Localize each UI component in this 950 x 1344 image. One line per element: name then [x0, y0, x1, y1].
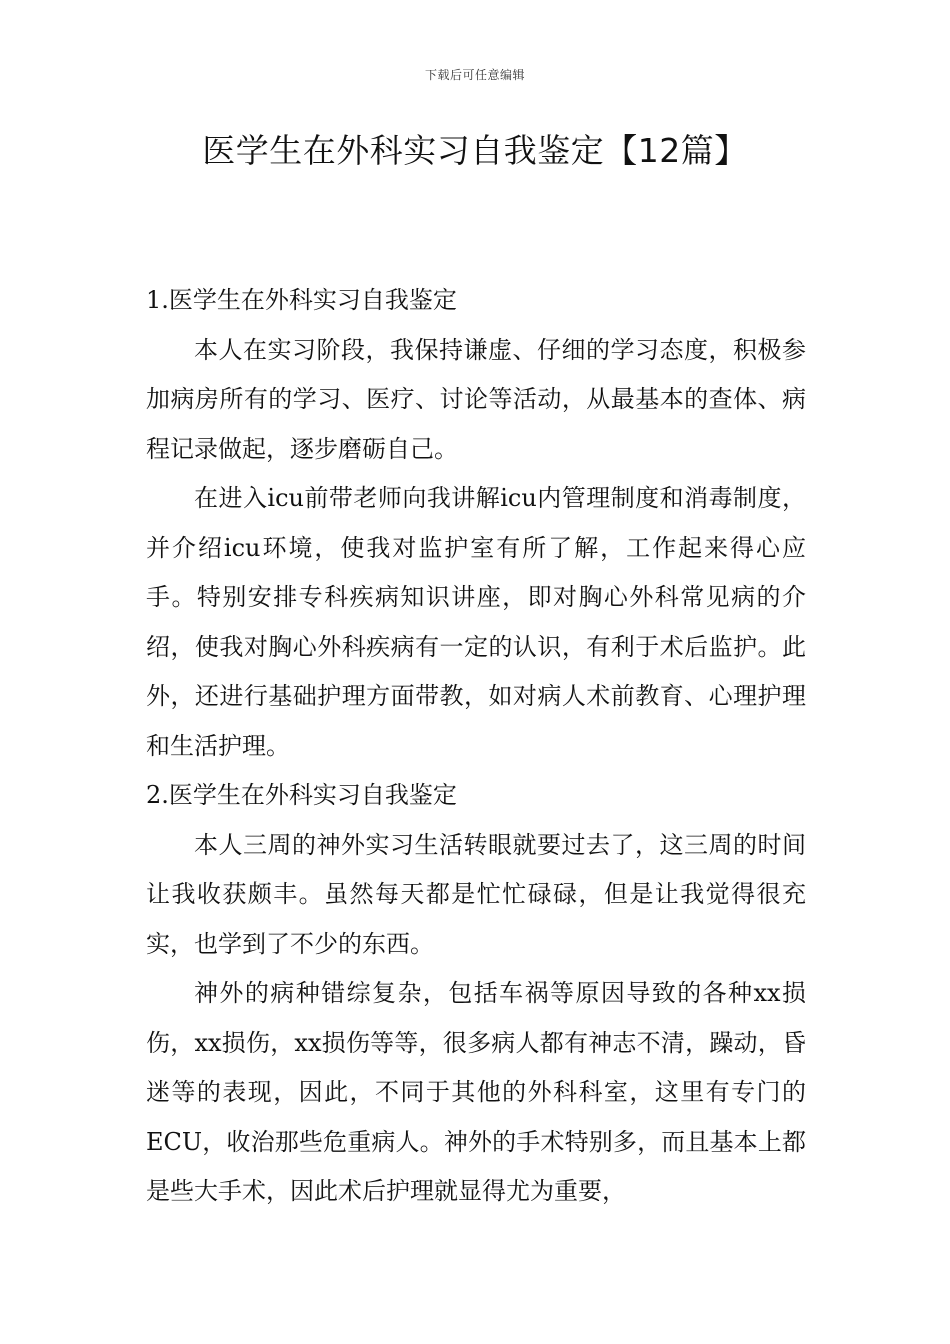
- paragraph: 本人在实习阶段，我保持谦虚、仔细的学习态度，积极参加病房所有的学习、医疗、讨论等活动，从最基本的查体、病程记录做起，逐步磨砺自己。: [146, 335, 806, 463]
- section-2: [146, 771, 806, 1217]
- paragraph: 本人三周的神外实习生活转眼就要过去了，这三周的时间让我收获颇丰。虽然每天都是忙忙碌碌，但是让我觉得很充实，也学到了不少的东西。: [146, 830, 806, 958]
- document-title: 医学生在外科实习自我鉴定【12篇】: [202, 131, 748, 170]
- paragraph: 在进入icu前带老师向我讲解icu内管理制度和消毒制度，并介绍icu环境，使我对监护室有所了解，工作起来得心应手。特别安排专科疾病知识讲座，即对胸心外科常见病的介绍，使我对胸心外科疾病有一定的认识，有利于术后监护。此外，还进行基础护理方面带教，如对病人术前教育、心理护理和生活护理。: [146, 484, 806, 760]
- section-heading: 1.医学生在外科实习自我鉴定: [146, 286, 457, 314]
- header-note: 下载后可任意编辑: [424, 68, 525, 82]
- document-body: [146, 276, 806, 1217]
- paragraph: 神外的病种错综复杂，包括车祸等原因导致的各种xx损伤，xx损伤，xx损伤等等，很多病人都有神志不清，躁动，昏迷等的表现，因此，不同于其他的外科科室，这里有专门的ECU，收治那些危重病人。神外的手术特别多，而且基本上都是些大手术，因此术后护理就显得尤为重要，: [146, 979, 806, 1205]
- section-heading: 2.医学生在外科实习自我鉴定: [146, 781, 457, 809]
- section-1: [146, 276, 806, 771]
